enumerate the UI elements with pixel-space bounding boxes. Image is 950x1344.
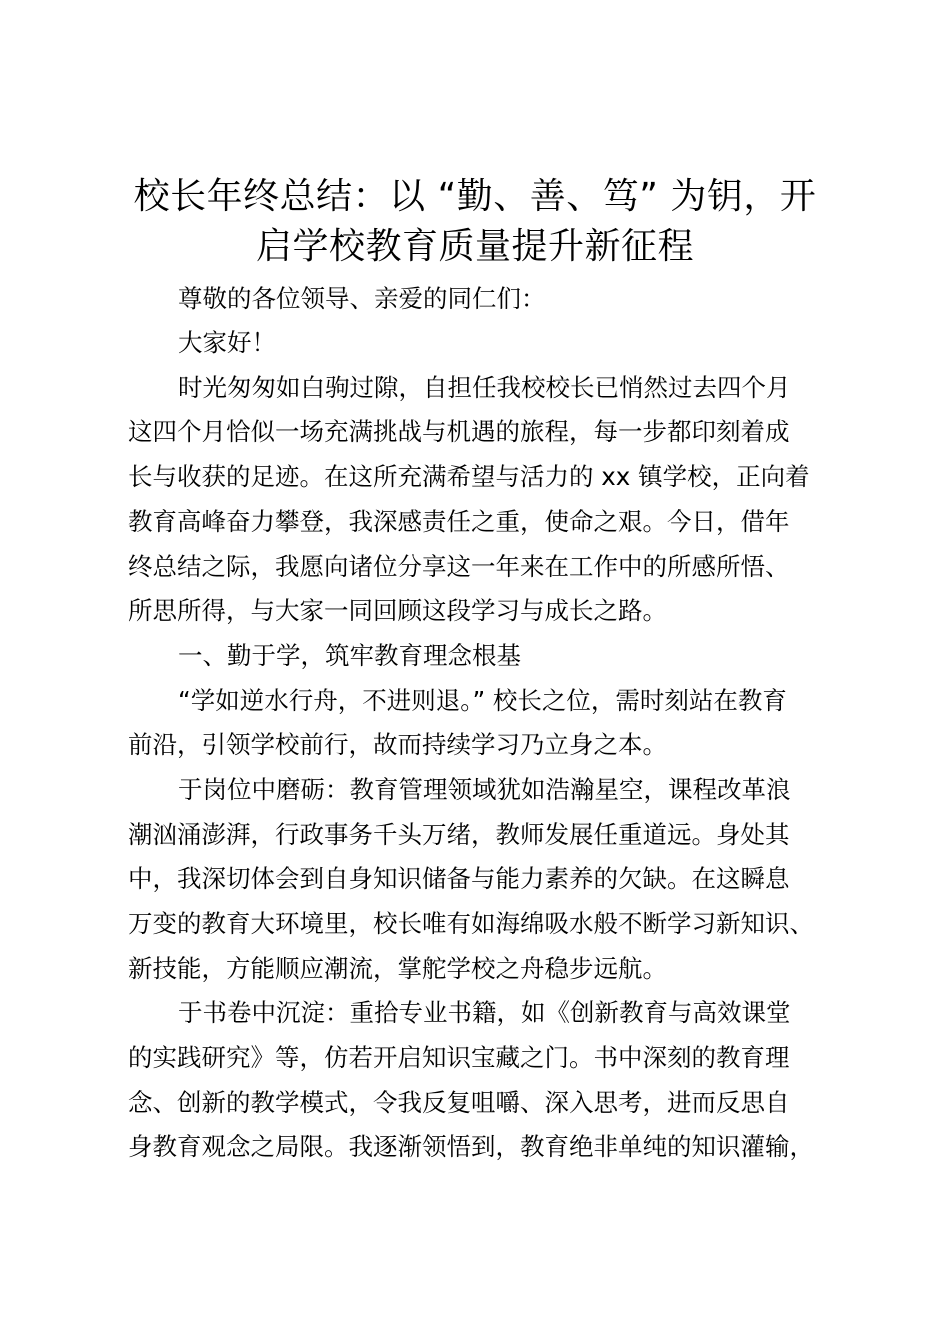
paragraph-line: 于岗位中磨砺：教育管理领域犹如浩瀚星空，课程改革浪: [178, 775, 791, 804]
greeting: 大家好！: [178, 328, 276, 357]
paragraph-line: 念、创新的教学模式，令我反复咀嚼、深入思考，进而反思自: [128, 1088, 790, 1117]
paragraph-line: 长与收获的足迹。在这所充满希望与活力的 xx 镇学校，正向着: [128, 462, 810, 491]
paragraph-line: “学如逆水行舟，不进则退。” 校长之位，需时刻站在教育: [178, 686, 787, 715]
paragraph-line: 万变的教育大环境里，校长唯有如海绵吸水般不断学习新知识、: [128, 909, 814, 938]
document-title-line-2: 启学校教育质量提升新征程: [255, 226, 694, 267]
paragraph-line: 所思所得，与大家一同回顾这段学习与成长之路。: [128, 596, 667, 625]
paragraph-line: 终总结之际，我愿向诸位分享这一年来在工作中的所感所悟、: [128, 552, 790, 581]
paragraph-line: 教育高峰奋力攀登，我深感责任之重，使命之艰。今日，借年: [128, 507, 790, 536]
paragraph-line: 于书卷中沉淀：重拾专业书籍，如《创新教育与高效课堂: [178, 998, 791, 1027]
salutation: 尊敬的各位领导、亲爱的同仁们：: [178, 284, 546, 313]
paragraph-line: 的实践研究》等，仿若开启知识宝藏之门。书中深刻的教育理: [128, 1043, 790, 1072]
paragraph-line: 前沿，引领学校前行，故而持续学习乃立身之本。: [128, 730, 667, 759]
paragraph-line: 时光匆匆如白驹过隙，自担任我校校长已悄然过去四个月: [178, 373, 791, 402]
paragraph-line: 新技能，方能顺应潮流，掌舵学校之舟稳步远航。: [128, 954, 667, 983]
document-title-line-1: 校长年终总结：以 “勤、善、笃” 为钥，开: [133, 176, 817, 217]
paragraph-line: 潮汹涌澎湃，行政事务千头万绪，教师发展任重道远。身处其: [128, 820, 790, 849]
section-heading: 一、勤于学，筑牢教育理念根基: [178, 641, 521, 670]
paragraph-line: 这四个月恰似一场充满挑战与机遇的旅程，每一步都印刻着成: [128, 417, 790, 446]
paragraph-line: 身教育观念之局限。我逐渐领悟到，教育绝非单纯的知识灌输，: [128, 1132, 814, 1161]
paragraph-line: 中，我深切体会到自身知识储备与能力素养的欠缺。在这瞬息: [128, 864, 790, 893]
